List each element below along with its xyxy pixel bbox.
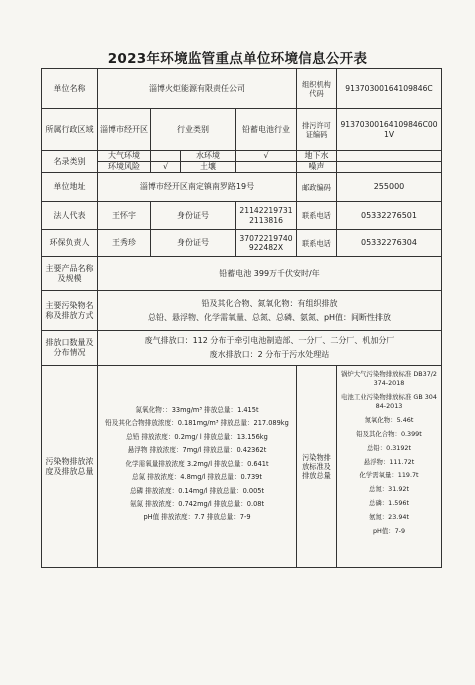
total-item: 化学需氧量：119.7t <box>359 471 419 480</box>
row-pollutants <box>42 291 442 331</box>
label-soil: 土壤 <box>181 162 236 173</box>
discharge-item: 化学需氧量排放浓度 3.2mg/l 排放总量：0.641t <box>125 459 269 468</box>
value-groundwater <box>337 151 442 162</box>
total-item: pH值：7-9 <box>372 526 406 535</box>
value-env-manager: 王秀珍 <box>98 230 151 257</box>
value-legal-id: 211422197312113816 <box>236 202 297 230</box>
standards-list <box>337 366 442 568</box>
discharge-item: 氮氧化物：：33mg/m³ 排放总量：1.415t <box>135 406 259 414</box>
discharge-item: 铅及其化合物排放浓度：0.181mg/m³ 排放总量：217.089kg <box>105 419 289 428</box>
label-outlets: 排放口数量及分布情况 <box>42 331 98 366</box>
discharge-item: 悬浮物 排放浓度：7mg/l 排放总量：0.42362t <box>127 446 267 455</box>
discharge-item: 总氮 排放浓度：4.8mg/l 排放总量：0.739t <box>132 473 262 482</box>
label-legal-id: 身份证号 <box>151 202 236 230</box>
total-item: 铅及其化合物：0.399t <box>356 429 422 438</box>
value-region: 淄博市经开区 <box>98 109 151 151</box>
value-soil <box>236 162 297 173</box>
value-noise <box>337 162 442 173</box>
label-address: 单位地址 <box>42 173 98 202</box>
label-noise: 噪声 <box>297 162 337 173</box>
row-region <box>42 109 442 151</box>
discharge-item: 总磷 排放浓度：0.14mg/l 排放总量：0.005t <box>129 486 265 495</box>
discharge-item: 总铅 排放浓度：0.2mg/ l 排放总量：13.156kg <box>126 432 268 441</box>
standard-item: 锅炉大气污染物排放标准 DB37/2374-2018 <box>341 370 437 387</box>
value-permit-code: 913703001641098​46C001V <box>337 109 442 151</box>
discharge-list <box>98 366 297 568</box>
standard-item: 电池工业污染物排放标准 GB 30484-2013 <box>341 393 437 410</box>
label-region: 所属行政区域 <box>42 109 98 151</box>
value-manager-phone: 05332276304 <box>337 230 442 257</box>
row-discharge <box>42 366 442 568</box>
label-air: 大气环境 <box>98 151 151 162</box>
discharge-item: pH值 排放浓度：7.7 排放总量：7-9 <box>143 513 251 522</box>
value-water-check: √ <box>236 151 297 162</box>
label-legal-rep: 法人代表 <box>42 202 98 230</box>
value-org-code: 913703001641098​46C <box>337 69 442 109</box>
row-list-category-1 <box>42 151 442 162</box>
discharge-item: 氨氮 排放浓度：0.742mg/l 排放总量：0.08t <box>129 499 265 508</box>
outlets-line-2: 废水排放口：2 分布于污水处理站 <box>209 350 330 359</box>
total-item: 悬浮物：111.72t <box>363 457 415 466</box>
value-address: 淄博市经开区南定镇南罗路19号 <box>98 173 297 202</box>
row-address <box>42 173 442 202</box>
outlets-line-1: 废气排放口：112 分布于牵引电池制造部、一分厂、二分厂、机加分厂 <box>144 336 395 345</box>
label-env-risk: 环境风险 <box>98 162 151 173</box>
value-manager-id: 37072219740922482X <box>236 230 297 257</box>
total-item: 总磷：1.596t <box>369 498 409 507</box>
row-env-manager <box>42 230 442 257</box>
label-legal-phone: 联系电话 <box>297 202 337 230</box>
value-outlets <box>98 331 442 366</box>
label-discharge: 污染物排放浓度及排放总量 <box>42 366 98 568</box>
value-postcode: 255000 <box>337 173 442 202</box>
row-unit-name <box>42 69 442 109</box>
total-item: 氨氮：23.94t <box>369 512 409 521</box>
value-legal-rep: 王怀宇 <box>98 202 151 230</box>
value-pollutants <box>98 291 442 331</box>
value-products: 铅蓄电池 399万千伏安时/年 <box>98 257 442 291</box>
value-unit-name: 淄博火炬能源有限责任公司 <box>98 69 297 109</box>
label-list-category: 名录类别 <box>42 151 98 173</box>
total-item: 总铅：0.3192t <box>366 443 412 452</box>
row-outlets <box>42 331 442 366</box>
value-legal-phone: 05332276501 <box>337 202 442 230</box>
label-unit-name: 单位名称 <box>42 69 98 109</box>
row-products <box>42 257 442 291</box>
label-permit-code: 排污许可证编码 <box>297 109 337 151</box>
label-groundwater: 地下水 <box>297 151 337 162</box>
label-standards: 污染物排放标准及排放总量 <box>297 366 337 568</box>
label-manager-phone: 联系电话 <box>297 230 337 257</box>
label-env-manager: 环保负责人 <box>42 230 98 257</box>
pollutants-line-2: 总铅、悬浮物、化学需氧量、总氮、总磷、氨氮、pH值：间断性排放 <box>147 312 392 322</box>
total-item: 总氮：31.92t <box>369 485 409 494</box>
pollutants-line-1: 铅及其化合物、氮氧化物：有组织排放 <box>201 298 338 308</box>
value-risk-check: √ <box>151 162 181 173</box>
label-manager-id: 身份证号 <box>151 230 236 257</box>
value-air <box>151 151 181 162</box>
label-products: 主要产品名称及规模 <box>42 257 98 291</box>
value-industry: 铅蓄电池行业 <box>236 109 297 151</box>
page-title: 2023年环境监管重点单位环境信息公开表 <box>107 51 368 67</box>
row-legal-rep <box>42 202 442 230</box>
row-list-category-2 <box>42 162 442 173</box>
label-org-code: 组织机构代码 <box>297 69 337 109</box>
total-item: 氮氧化物：5.46t <box>364 416 414 425</box>
label-postcode: 邮政编码 <box>297 173 337 202</box>
label-industry: 行业类别 <box>151 109 236 151</box>
info-table <box>41 68 442 568</box>
label-pollutants: 主要污染物名称及排放方式 <box>42 291 98 331</box>
label-water: 水环境 <box>181 151 236 162</box>
